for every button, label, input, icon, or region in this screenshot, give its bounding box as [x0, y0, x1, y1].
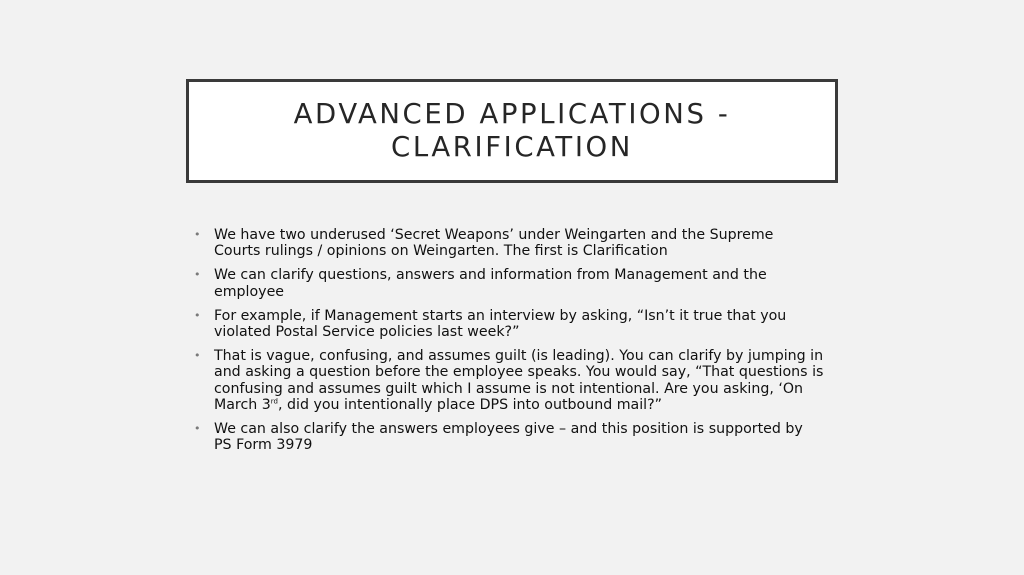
bullet-marker: • — [194, 268, 201, 282]
bullet-item — [194, 308, 824, 340]
ordinal-superscript: rd — [270, 397, 278, 406]
bullet-item — [194, 421, 824, 453]
bullet-text-part-before: That is vague, confusing, and assumes guilt (is leading). You can clarify by jumping in and asking a question before the employee speaks. You would say, “That questions is confusing and assumes guilt which I assume is not intentional. Are you asking, ‘On March 3 — [214, 348, 824, 413]
bullet-text: For example, if Management starts an interview by asking, “Isn’t it true that you violated Postal Service policies last week?” — [214, 307, 787, 341]
bullet-text: We can also clarify the answers employees give – and this position is supported by PS Form 3979 — [214, 421, 803, 454]
bullet-text: We have two underused ‘Secret Weapons’ under Weingarten and the Supreme Courts rulings / opinions on Weingarten. The first is Clarification — [214, 227, 774, 260]
bullet-text: We can clarify questions, answers and information from Management and the employee — [214, 267, 767, 300]
bullet-marker: • — [194, 422, 201, 436]
bullet-marker: • — [194, 308, 201, 322]
bullet-item — [194, 227, 824, 259]
bullet-list — [194, 227, 824, 461]
bullet-item — [194, 267, 824, 299]
slide-title-line-1: ADVANCED APPLICATIONS - — [293, 98, 731, 130]
bullet-item — [194, 348, 824, 413]
bullet-marker: • — [194, 228, 201, 241]
title-box — [186, 79, 838, 183]
slide-title — [294, 98, 731, 164]
bullet-text — [214, 348, 823, 413]
bullet-text-part-after: , did you intentionally place DPS into outbound mail?” — [278, 396, 662, 413]
slide-title-line-2: CLARIFICATION — [391, 131, 633, 163]
bullet-marker: • — [194, 349, 201, 363]
